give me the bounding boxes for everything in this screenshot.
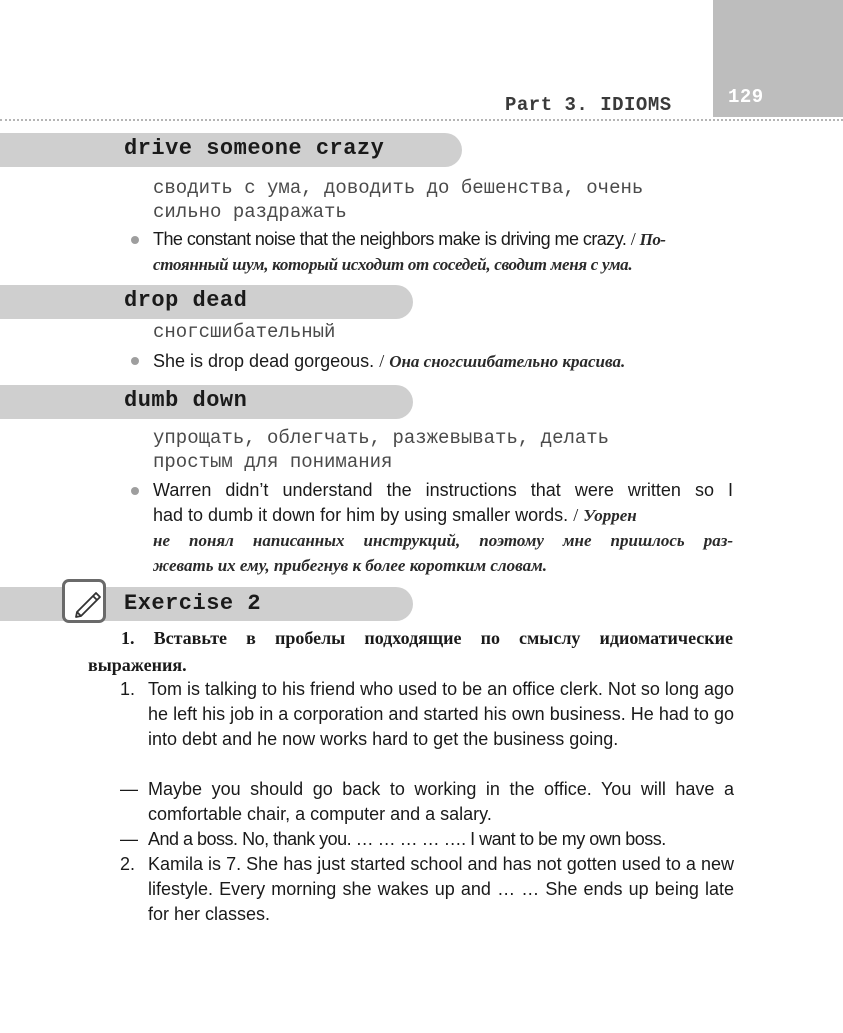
- example-sentence: Warren didn’t understand the instructions that were written so I had to dumb it down for him by using smaller words. / Уоррен не понял написанных инструкций, поэтому мне пришлось раз- жевать их ему, прибегнув к более коротким словам.: [153, 480, 733, 575]
- bullet-icon: [131, 487, 139, 495]
- example-sentence: She is drop dead gorgeous. / Она сногсшибательно красива.: [153, 351, 626, 371]
- dialogue-line: — Maybe you should go back to working in the office. You will have a comfortable chair, a computer and a salary.: [120, 779, 734, 824]
- exercise-item: 1. Tom is talking to his friend who used to be an office clerk. Not so long ago he left his job in a corporation and started his own business. He had to go into debt and he now works hard to get the business going.: [120, 679, 734, 749]
- dialogue-line: — And a boss. No, thank you. … … … … …. I want to be my own boss.: [120, 829, 666, 849]
- idiom-title: drive someone crazy: [124, 136, 385, 161]
- exercise-item: 2. Kamila is 7. She has just started school and has not gotten used to a new lifestyle. Every morning she wakes up and … … She ends up being late for her classes.: [120, 854, 734, 924]
- idiom-title: drop dead: [124, 288, 248, 313]
- example-sentence: The constant noise that the neighbors make is driving me crazy. / По- стоянный шум, который исходит от соседей, сводит меня с ума.: [153, 229, 666, 274]
- header-dotted-rule: [0, 119, 843, 121]
- pencil-icon: [62, 579, 106, 623]
- bullet-icon: [131, 236, 139, 244]
- translation: упрощать, облегчать, разжевывать, делать простым для понимания: [153, 427, 610, 473]
- exercise-title: Exercise 2: [124, 591, 262, 616]
- translation: сногсшибательный: [153, 321, 336, 343]
- page-number: 129: [728, 86, 764, 108]
- translation: сводить с ума, доводить до бешенства, очень сильно раздражать: [153, 177, 644, 223]
- running-head: Part 3. IDIOMS: [505, 94, 672, 116]
- bullet-icon: [131, 357, 139, 365]
- task-heading: 1. Вставьте в пробелы подходящие по смыслу идиоматические выражения.: [88, 628, 733, 675]
- idiom-title: dumb down: [124, 388, 248, 413]
